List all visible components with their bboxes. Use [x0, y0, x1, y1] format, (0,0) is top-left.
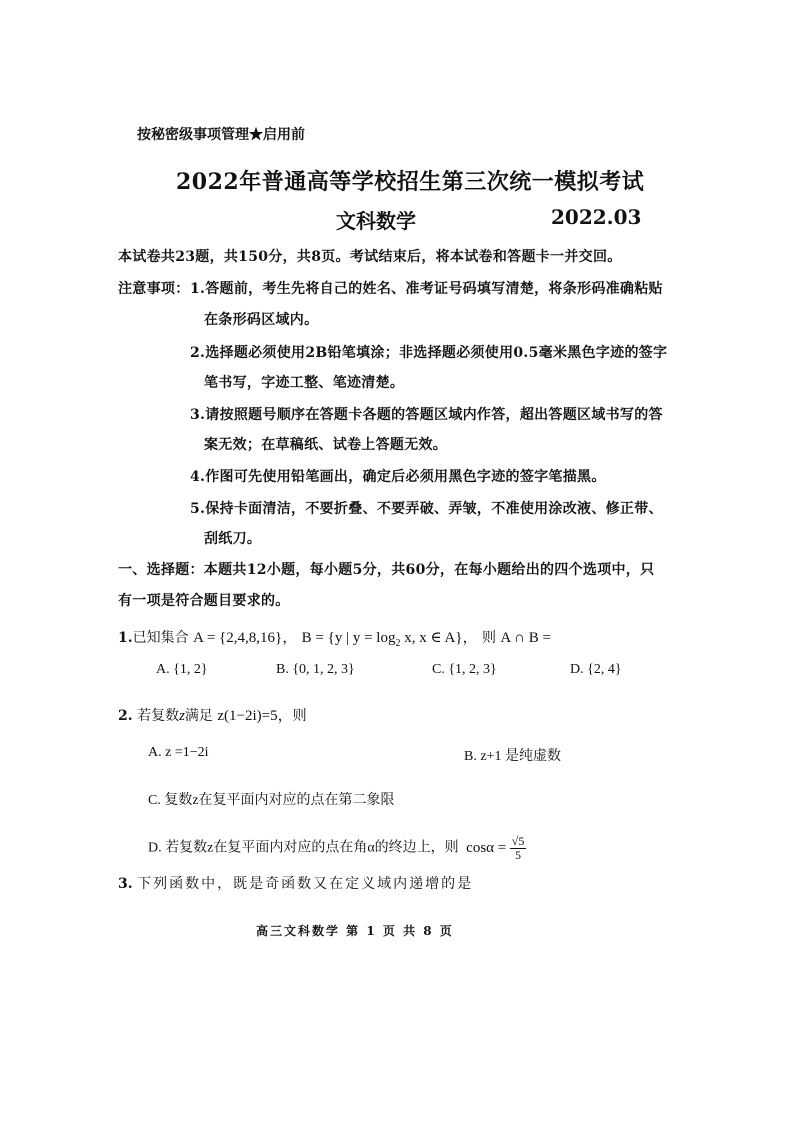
question-2-stem-mid: 满足	[184, 708, 213, 724]
section-1-heading-line2: 有一项是符合题目要求的。	[118, 593, 290, 609]
question-2-stem-post: 则	[292, 708, 307, 724]
question-1-option-d: D. {2, 4}	[570, 662, 622, 677]
question-2-option-c: C. 复数z在复平面内对应的点在第二象限	[148, 793, 395, 808]
question-1-expression: A ∩ B =	[500, 630, 551, 646]
question-2	[118, 704, 307, 725]
question-3-number: 3.	[118, 876, 133, 892]
question-1-ask: 则	[481, 630, 496, 646]
question-2-option-d-expression: cosα =	[466, 839, 507, 856]
question-2-variable: z	[179, 708, 185, 724]
note-2-line1: 2.选择题必须使用2B铅笔填涂；非选择题必须使用0.5毫米黑色字迹的签字	[190, 345, 668, 361]
note-4-line1: 4.作图可先使用铅笔画出，确定后必须用黑色字迹的签字笔描黑。	[190, 469, 606, 485]
question-1	[118, 626, 551, 649]
question-2-option-d-fraction: $\frac{√5}{5}$	[511, 834, 525, 862]
question-1-number: 1.	[118, 630, 133, 646]
note-1-line2: 在条形码区域内。	[204, 312, 319, 328]
question-1-option-a: A. {1, 2}	[156, 662, 208, 677]
note-5-line1: 5.保持卡面清洁，不要折叠、不要弄破、弄皱，不准使用涂改液、修正带、	[190, 501, 663, 517]
question-1-option-b: B. {0, 1, 2, 3}	[276, 662, 355, 677]
question-1-set-a: A = {2,4,8,16}，	[193, 630, 298, 646]
page-footer: 高三文科数学 第 1 页 共 8 页	[256, 924, 454, 938]
note-5-line2: 刮纸刀。	[204, 531, 262, 547]
question-2-option-d	[148, 835, 526, 862]
question-1-set-b: B = {y | $y = \log_2 x$, x ∈ A}，	[301, 630, 478, 649]
note-3-line2: 案无效；在草稿纸、试卷上答题无效。	[204, 437, 448, 453]
question-3-stem: 下列函数中，既是奇函数又在定义域内递增的是	[137, 876, 474, 892]
section-1-heading-line1: 一、选择题：本题共12小题，每小题5分，共60分，在每小题给出的四个选项中，只	[118, 562, 655, 578]
question-1-option-c: C. {1, 2, 3}	[432, 662, 497, 677]
question-3	[118, 873, 473, 893]
question-2-option-b: B. z+1 是纯虚数	[464, 749, 561, 764]
note-3-line1: 3.请按照题号顺序在答题卡各题的答题区域内作答，超出答题区域书写的答	[190, 407, 663, 423]
note-2-line2: 笔书写，字迹工整、笔迹清楚。	[204, 375, 405, 391]
question-2-option-d-text: D. 若复数z在复平面内对应的点在角α的终边上，则	[148, 840, 459, 856]
question-2-stem-pre: 若复数	[137, 708, 180, 724]
exam-subject: 文科数学	[336, 209, 416, 233]
note-1-line1: 1.答题前，考生先将自己的姓名、准考证号码填写清楚，将条形码准确粘贴	[190, 281, 663, 297]
notes-label: 注意事项：	[118, 281, 190, 297]
question-2-number: 2.	[118, 708, 133, 724]
question-1-prefix: 已知集合	[132, 630, 189, 646]
exam-intro: 本试卷共23题，共150分，共8页。考试结束后，将本试卷和答题卡一并交回。	[118, 249, 622, 265]
secret-level-label: 按秘密级事项管理★启用前	[137, 127, 305, 143]
exam-date: 2022.03	[551, 205, 642, 229]
exam-title: 2022年普通高等学校招生第三次统一模拟考试	[176, 169, 645, 195]
question-2-option-a: A. z =1−2i	[148, 745, 209, 760]
question-2-equation: z(1−2i)=5，	[217, 708, 293, 724]
